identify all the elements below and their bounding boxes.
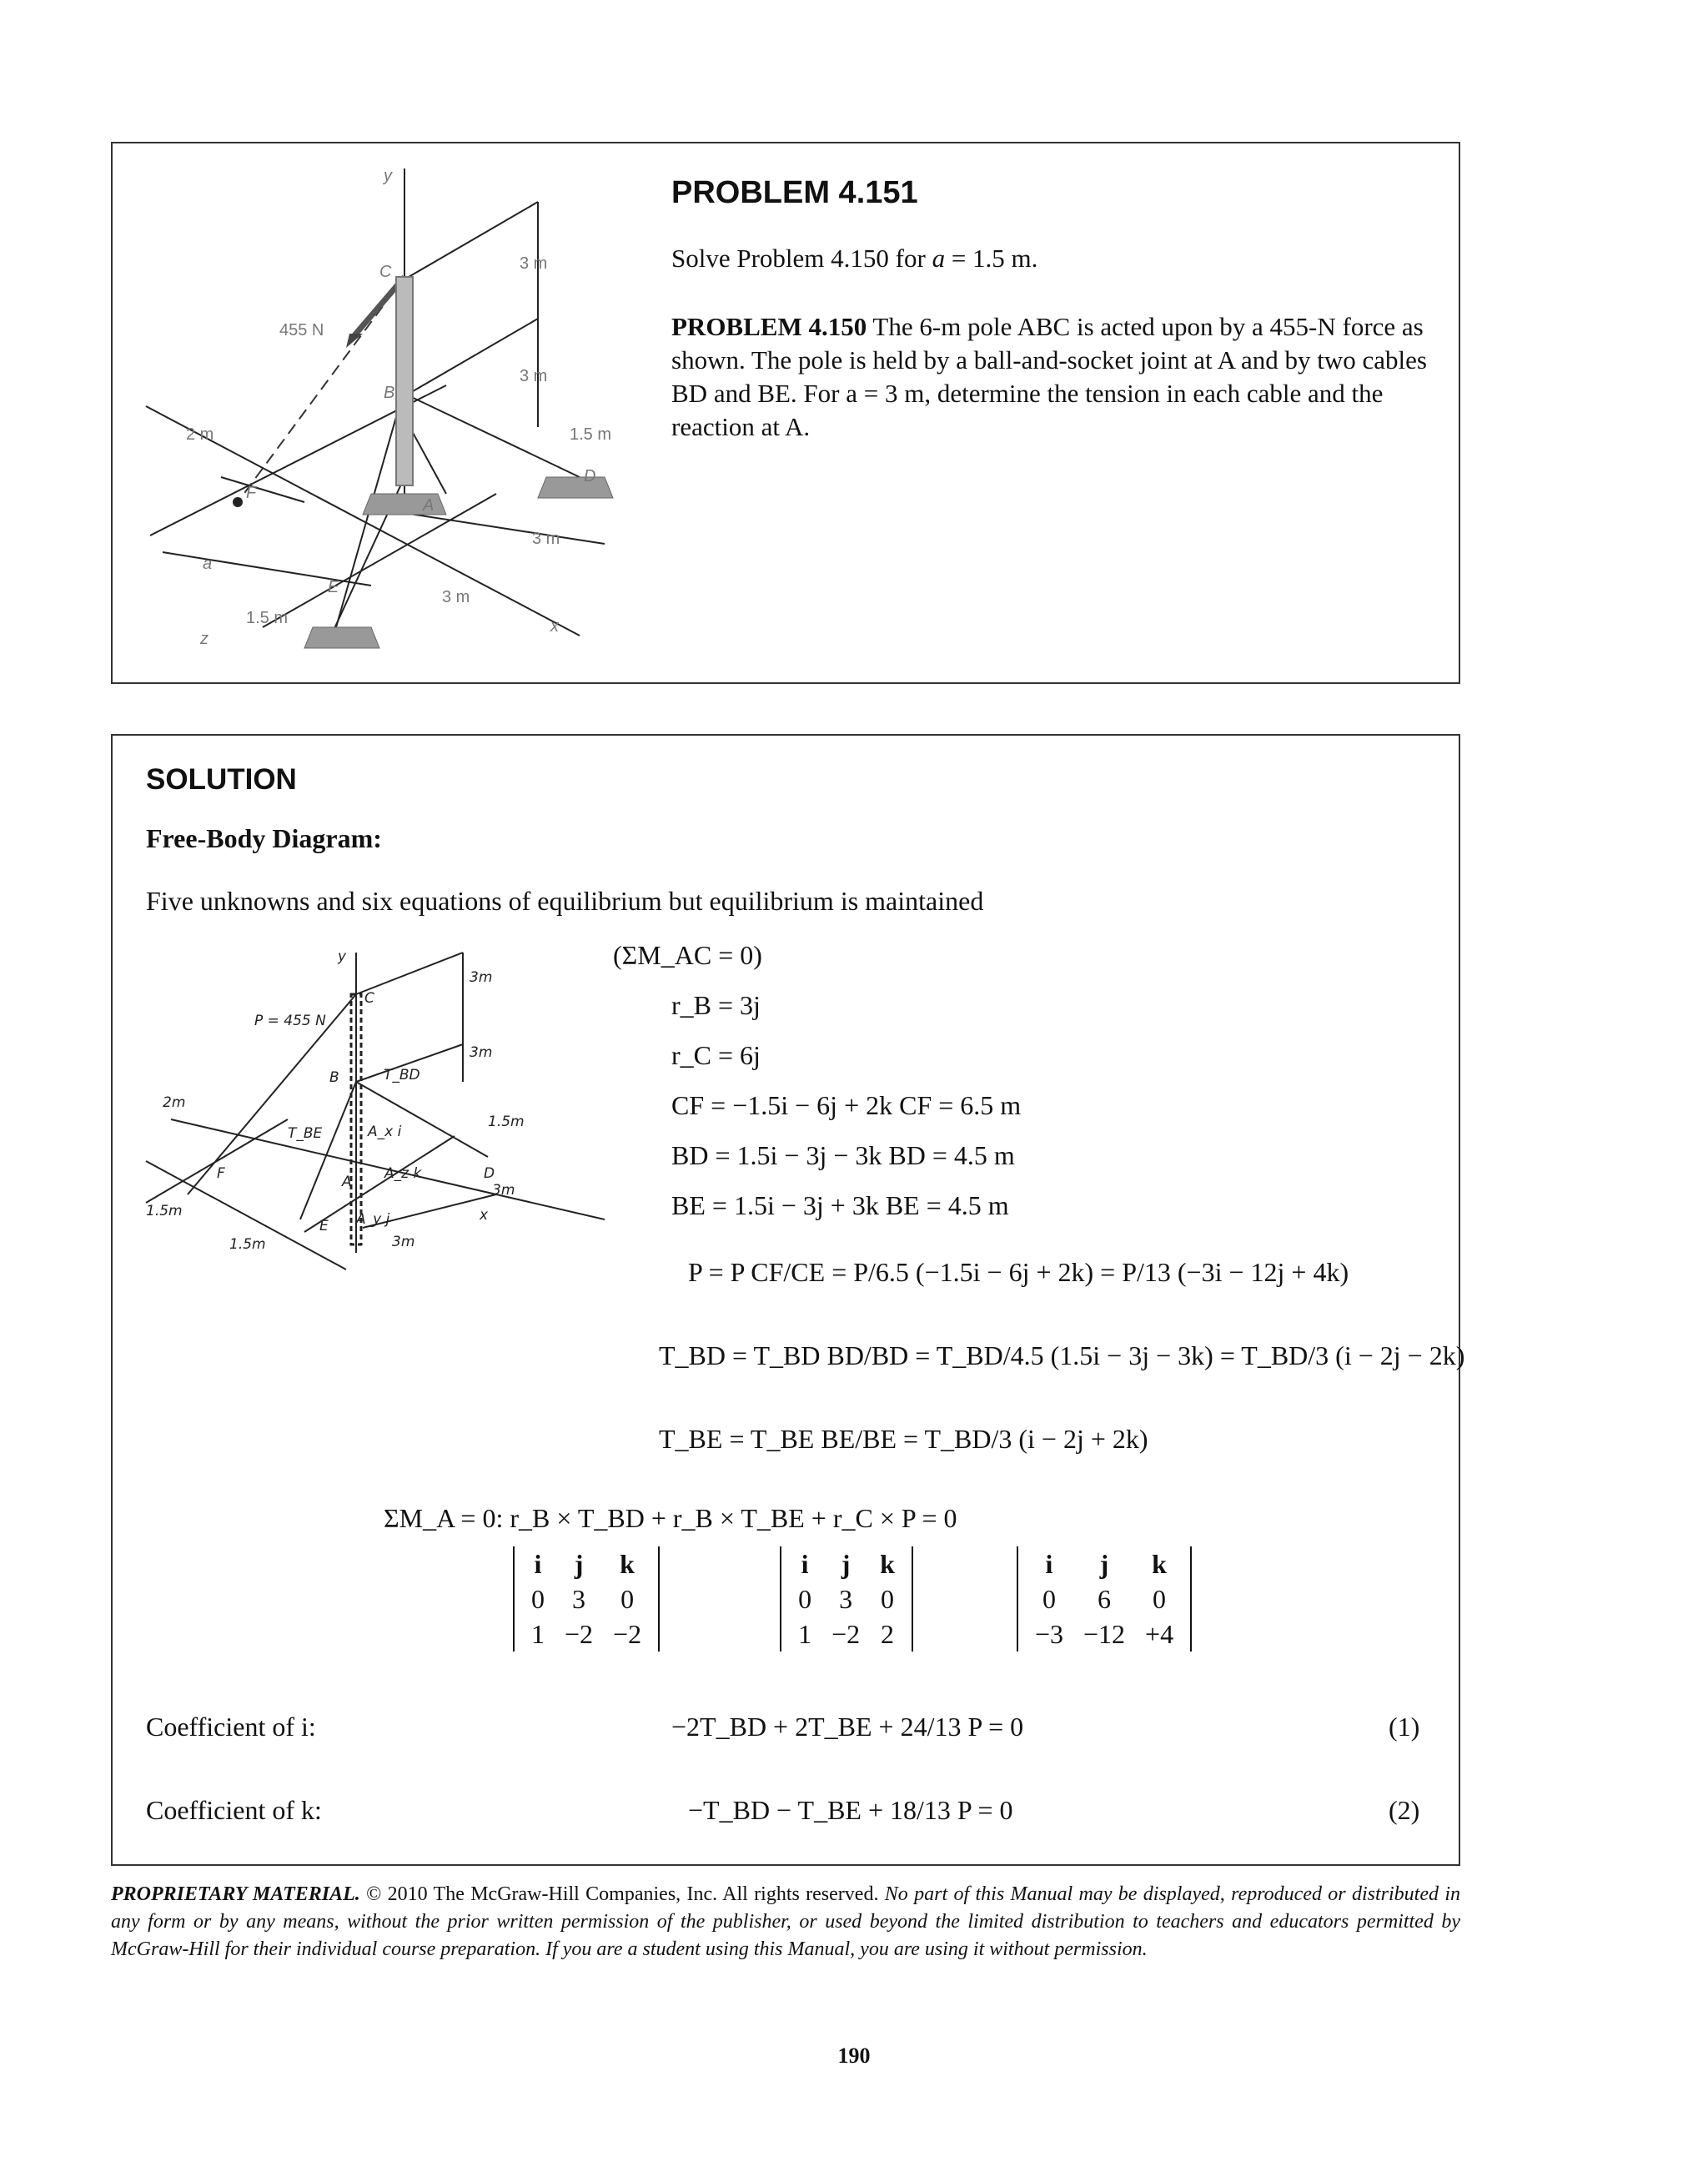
- determinant-1: [513, 1546, 660, 1652]
- determinant-row-2: [521, 1616, 651, 1652]
- determinant-cell: k: [880, 1549, 895, 1579]
- sketch-label-d: D: [484, 1165, 495, 1182]
- determinant-row-0: [788, 1546, 905, 1581]
- determinant-cell: +4: [1145, 1619, 1174, 1649]
- fig-dim-3m-top: 3 m: [520, 254, 548, 273]
- determinant-cell: 0: [620, 1584, 635, 1614]
- sketch-label-x: x: [480, 1207, 489, 1224]
- sketch-label-y: y: [338, 948, 347, 965]
- sketch-label-az: A_z k: [384, 1165, 422, 1182]
- fbd-heading: Free-Body Diagram:: [146, 823, 382, 853]
- sketch-dim-3m-c: 3m: [492, 1182, 515, 1199]
- sketch-dim-15m: 1.5m: [488, 1114, 525, 1130]
- problem-statement: [671, 242, 1430, 275]
- sketch-label-p: P = 455 N: [254, 1013, 326, 1029]
- equation-number-2: (2): [1389, 1795, 1420, 1825]
- ref-title: PROBLEM 4.150: [671, 312, 867, 341]
- determinant-cell: 0: [531, 1584, 545, 1614]
- eq-tbe: T_BE = T_BE BE/BE = T_BD/3 (i − 2j + 2k): [659, 1424, 1148, 1454]
- sketch-dim-3m-a: 3m: [470, 969, 493, 986]
- coef-i-label: Coefficient of i:: [146, 1712, 316, 1742]
- fig-label-force: 455 N: [279, 321, 324, 339]
- determinant-row-2: [788, 1616, 905, 1652]
- fig-dim-2m: 2 m: [186, 425, 214, 444]
- fig-label-b: B: [384, 384, 395, 402]
- sketch-label-tbd: T_BD: [384, 1067, 420, 1083]
- determinant-cell: j: [841, 1549, 851, 1579]
- determinant-row-1: [521, 1581, 651, 1616]
- fbd-sketch: [138, 944, 605, 1303]
- solve-prefix: Solve Problem 4.150 for: [671, 244, 932, 273]
- determinant-row-0: [521, 1546, 651, 1581]
- fig-dim-3m-mid: 3 m: [520, 367, 548, 385]
- sketch-label-ay: A_y j: [356, 1211, 390, 1228]
- eq-p: P = P CF/CE = P/6.5 (−1.5i − 6j + 2k) = P/13 (−3i − 12j + 4k): [688, 1257, 1349, 1287]
- determinant-cell: i: [801, 1549, 809, 1579]
- determinant-cell: 0: [1042, 1584, 1056, 1614]
- determinant-cell: −3: [1034, 1619, 1063, 1649]
- determinant-cell: 1: [798, 1619, 812, 1649]
- problem-title: PROBLEM 4.151: [671, 175, 918, 210]
- determinant-cell: 0: [1153, 1584, 1167, 1614]
- determinant-row-2: [1025, 1616, 1183, 1652]
- determinant-cell: −2: [831, 1619, 861, 1649]
- determinant-cell: 2: [881, 1619, 895, 1649]
- copyright-footer: [111, 1881, 1460, 1963]
- determinant-cell: 0: [798, 1584, 812, 1614]
- coef-k-label: Coefficient of k:: [146, 1795, 322, 1825]
- determinant-cell: i: [1045, 1549, 1053, 1579]
- determinant-cell: k: [620, 1549, 635, 1579]
- sketch-label-f: F: [217, 1165, 225, 1182]
- fig-label-d: D: [584, 467, 596, 485]
- determinant-cell: i: [534, 1549, 542, 1579]
- sketch-label-a: A: [342, 1174, 352, 1190]
- fig-dim-3m-right: 3 m: [532, 530, 560, 548]
- eq-bd: BD = 1.5i − 3j − 3k BD = 4.5 m: [671, 1140, 1015, 1170]
- eq-rc: r_C = 6j: [671, 1040, 761, 1070]
- determinant-row-1: [788, 1581, 905, 1616]
- eq-rb: r_B = 3j: [671, 990, 761, 1020]
- determinant-row-1: [1025, 1581, 1183, 1616]
- footer-normal: © 2010 The McGraw-Hill Companies, Inc. All rights reserved.: [359, 1883, 879, 1905]
- fig-label-a: A: [423, 496, 435, 515]
- determinant-cell: 0: [881, 1584, 895, 1614]
- determinant-cell: 3: [839, 1584, 853, 1614]
- reference-problem: [671, 310, 1430, 444]
- footer-italic: No part of this Manual may be displayed, reproduced or distributed in any form or by any means, without the prior written permission of the publisher, or used beyond the limited distribution to teachers and educators permitted by McGraw-Hill for their individual course preparation. If you are a student using this Manual, you are using it without permission.: [111, 1883, 1460, 1960]
- determinant-cell: 1: [531, 1619, 545, 1649]
- eq-ma: ΣM_A = 0: r_B × T_BD + r_B × T_BE + r_C × P = 0: [384, 1503, 957, 1533]
- sketch-label-ax: A_x i: [368, 1124, 402, 1140]
- determinant-cell: 3: [572, 1584, 586, 1614]
- fig-dim-15m-bottom: 1.5 m: [246, 609, 289, 627]
- fig-label-f: F: [246, 484, 257, 502]
- eq-cf: CF = −1.5i − 6j + 2k CF = 6.5 m: [671, 1090, 1022, 1120]
- solve-var: a: [932, 244, 946, 273]
- sketch-dim-3m-b: 3m: [470, 1044, 493, 1061]
- determinant-cell: j: [574, 1549, 584, 1579]
- problem-box: [111, 142, 1460, 684]
- fig-label-c: C: [379, 263, 392, 281]
- page-number: 190: [837, 2044, 871, 2068]
- fig-label-a-dim: a: [203, 555, 213, 573]
- determinant-cell: −12: [1083, 1619, 1126, 1649]
- equation-number-1: (1): [1389, 1712, 1420, 1742]
- solution-intro: Five unknowns and six equations of equilibrium but equilibrium is maintained: [146, 886, 984, 916]
- eq-mac: (ΣM_AC = 0): [613, 940, 762, 970]
- fig-label-y: y: [384, 167, 392, 185]
- sketch-label-e: E: [319, 1218, 329, 1234]
- sketch-dim-15m-c: 1.5m: [229, 1236, 266, 1253]
- fig-label-z: z: [200, 630, 208, 648]
- solve-suffix: = 1.5 m.: [945, 244, 1038, 273]
- determinant-cell: 6: [1098, 1584, 1111, 1614]
- determinant-2: [780, 1546, 913, 1652]
- sketch-dim-3m-d: 3m: [392, 1234, 415, 1250]
- eq-tbd: T_BD = T_BD BD/BD = T_BD/4.5 (1.5i − 3j − 3k) = T_BD/3 (i − 2j − 2k): [659, 1340, 1465, 1370]
- footer-bold: PROPRIETARY MATERIAL.: [111, 1883, 360, 1905]
- solution-title: SOLUTION: [146, 763, 297, 796]
- sketch-label-c: C: [364, 990, 374, 1007]
- determinant-cell: −2: [565, 1619, 594, 1649]
- determinant-3: [1017, 1546, 1192, 1652]
- sketch-dim-15m-b: 1.5m: [146, 1203, 183, 1219]
- determinant-row: [513, 1546, 1192, 1652]
- sketch-label-tbe: T_BE: [288, 1125, 323, 1142]
- ref-text: The 6-m pole ABC is acted upon by a 455-N force as shown. The pole is held by a ball-and-socket joint at A and by two cables BD and BE. For a = 3 m, determine the tension in each cable and the reaction at A.: [671, 312, 1427, 441]
- sketch-dim-2m: 2m: [163, 1094, 186, 1111]
- sketch-label-b: B: [329, 1069, 339, 1086]
- coef-k-equation: −T_BD − T_BE + 18/13 P = 0: [688, 1795, 1013, 1825]
- fig-label-e: E: [328, 578, 339, 596]
- eq-be: BE = 1.5i − 3j + 3k BE = 4.5 m: [671, 1190, 1009, 1220]
- determinant-cell: j: [1099, 1549, 1109, 1579]
- fig-label-x: x: [550, 617, 559, 636]
- determinant-row-0: [1025, 1546, 1183, 1581]
- fig-dim-15m: 1.5 m: [570, 425, 612, 444]
- coef-i-equation: −2T_BD + 2T_BE + 24/13 P = 0: [671, 1712, 1024, 1742]
- solution-box: [111, 734, 1465, 1866]
- fig-dim-3m-bottom: 3 m: [442, 588, 470, 606]
- determinant-cell: −2: [613, 1619, 642, 1649]
- problem-figure: [113, 143, 630, 677]
- determinant-cell: k: [1152, 1549, 1167, 1579]
